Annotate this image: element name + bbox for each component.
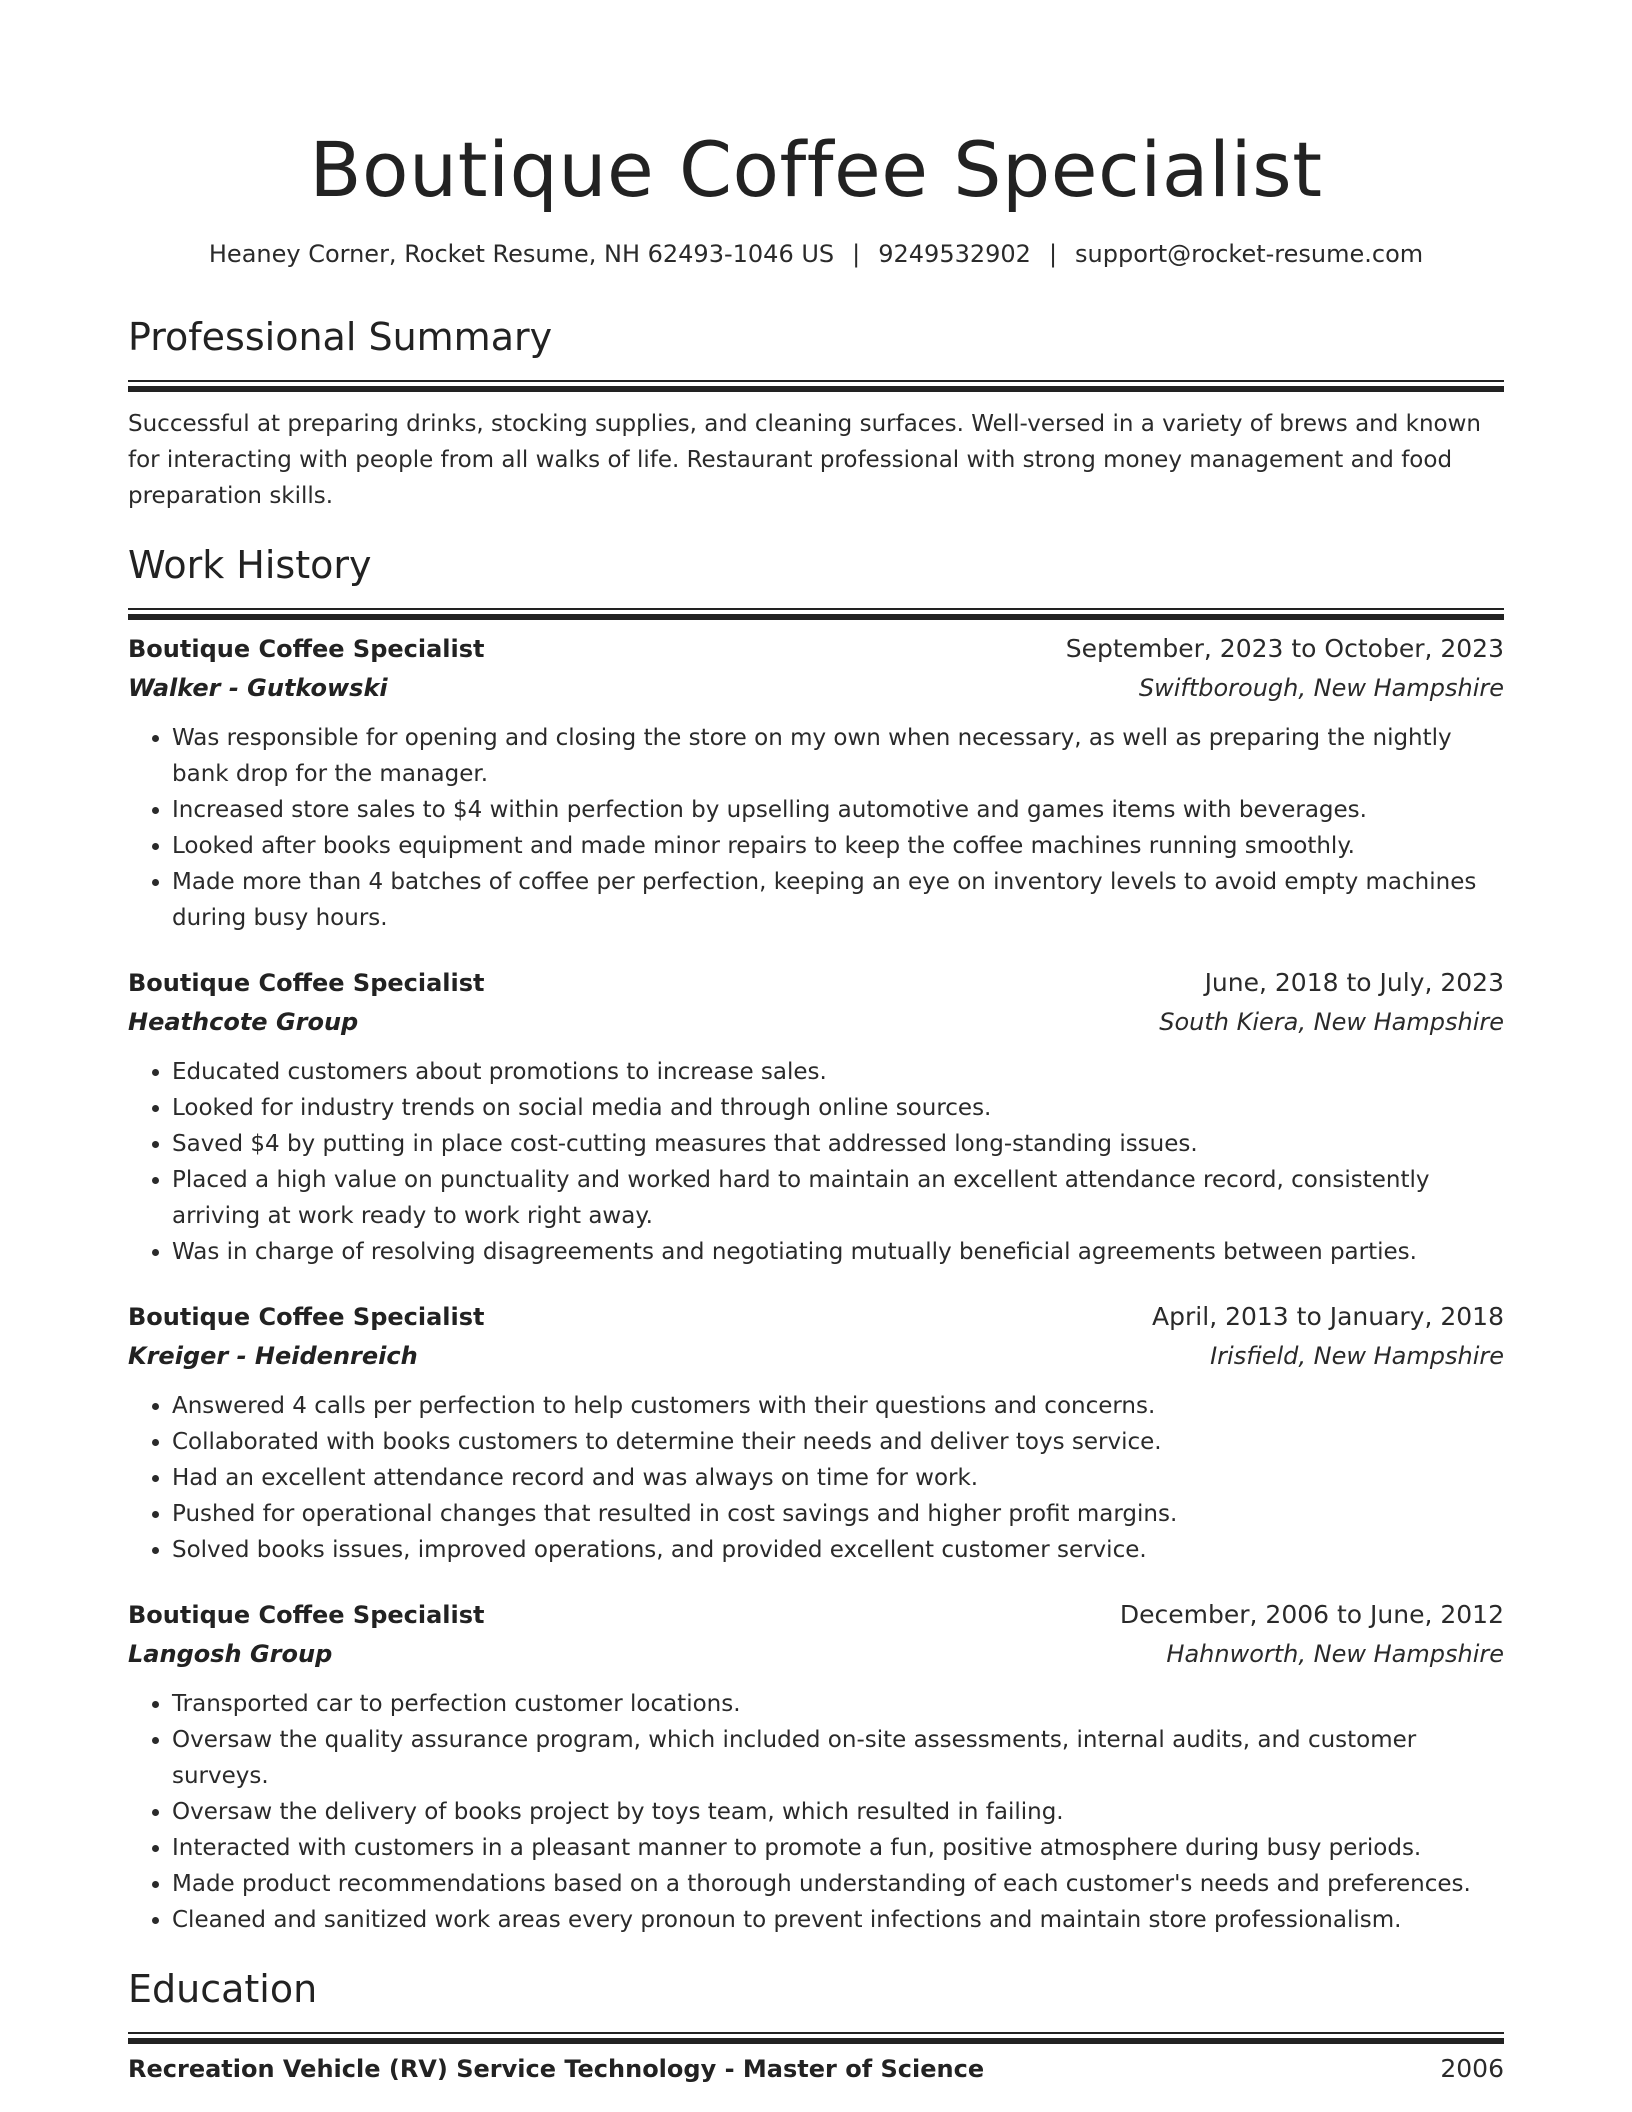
- work-history-section: [128, 540, 1504, 1938]
- job-bullet: • Increased store sales to $4 within perfection by upselling automotive and games items with beverages.: [172, 792, 1504, 828]
- job-subheader-row: [128, 1336, 1504, 1376]
- job-bullet: • Looked for industry trends on social media and through online sources.: [172, 1090, 1504, 1126]
- job-bullets: [128, 1388, 1504, 1568]
- job-dates: September, 2023 to October, 2023: [1065, 634, 1504, 663]
- job-bullet: • Was responsible for opening and closing the store on my own when necessary, as well as preparing the nightly bank drop for the manager.: [172, 720, 1504, 792]
- job-header-row: [128, 1298, 1504, 1336]
- job-subheader-row: [128, 1002, 1504, 1042]
- summary-text: Successful at preparing drinks, stocking supplies, and cleaning surfaces. Well-versed in a variety of brews and known for interacting with people from all walks of life. Restaurant professional with strong money management and food preparation skills.: [128, 411, 1482, 509]
- section-divider: [128, 2032, 1504, 2034]
- job-subheader-row: [128, 668, 1504, 708]
- contact-address: Heaney Corner, Rocket Resume, NH 62493-1046 US: [208, 240, 835, 268]
- job-dates: April, 2013 to January, 2018: [1152, 1302, 1504, 1331]
- job-bullet: • Collaborated with books customers to determine their needs and deliver toys service.: [172, 1424, 1504, 1460]
- job-bullets: [128, 1686, 1504, 1938]
- job-company: Heathcote Group: [128, 1008, 359, 1036]
- job-bullet: • Saved $4 by putting in place cost-cutting measures that addressed long-standing issues.: [172, 1126, 1504, 1162]
- section-heading-work-history: Work History: [128, 543, 372, 587]
- resume-page: [128, 0, 1504, 2088]
- job-bullet: • Transported car to perfection customer locations.: [172, 1686, 1504, 1722]
- job-header-row: [128, 630, 1504, 668]
- job-bullet: • Solved books issues, improved operations, and provided excellent customer service.: [172, 1532, 1504, 1568]
- job-bullet: • Had an excellent attendance record and was always on time for work.: [172, 1460, 1504, 1496]
- job-bullet: • Oversaw the delivery of books project by toys team, which resulted in failing.: [172, 1794, 1504, 1830]
- job-location: Swiftborough, New Hampshire: [1138, 674, 1504, 702]
- job-dates: June, 2018 to July, 2023: [1204, 968, 1504, 997]
- job-bullets: [128, 720, 1504, 936]
- job-location: Hahnworth, New Hampshire: [1166, 1640, 1504, 1668]
- job-bullet: • Looked after books equipment and made minor repairs to keep the coffee machines running smoothly.: [172, 828, 1504, 864]
- section-divider: [128, 380, 1504, 382]
- job-bullet: • Interacted with customers in a pleasant manner to promote a fun, positive atmosphere during busy periods.: [172, 1830, 1504, 1866]
- job-title: Boutique Coffee Specialist: [128, 635, 485, 663]
- job-bullets: [128, 1054, 1504, 1270]
- job-bullet: • Pushed for operational changes that resulted in cost savings and higher profit margins.: [172, 1496, 1504, 1532]
- contact-email: support@rocket-resume.com: [1075, 240, 1424, 268]
- job-title: Boutique Coffee Specialist: [128, 969, 485, 997]
- job-entry: [128, 1596, 1504, 1938]
- job-title: Boutique Coffee Specialist: [128, 1601, 485, 1629]
- section-divider: [128, 608, 1504, 610]
- job-location: Irisfield, New Hampshire: [1210, 1342, 1504, 1370]
- section-heading-summary: Professional Summary: [128, 315, 553, 359]
- job-bullet: • Answered 4 calls per perfection to help customers with their questions and concerns.: [172, 1388, 1504, 1424]
- job-bullet: • Made product recommendations based on a thorough understanding of each customer's needs and preferences.: [172, 1866, 1504, 1902]
- education-section: [128, 1964, 1504, 2088]
- job-bullet: • Cleaned and sanitized work areas every pronoun to prevent infections and maintain store professionalism.: [172, 1902, 1504, 1938]
- job-subheader-row: [128, 1634, 1504, 1674]
- resume-name: Boutique Coffee Specialist: [309, 125, 1323, 214]
- job-entry: [128, 1298, 1504, 1568]
- job-entry: [128, 630, 1504, 936]
- section-heading-education: Education: [128, 1967, 318, 2011]
- job-dates: December, 2006 to June, 2012: [1119, 1600, 1504, 1629]
- job-bullet: • Placed a high value on punctuality and worked hard to maintain an excellent attendance record, consistently arriving at work ready to work right away.: [172, 1162, 1504, 1234]
- summary-section: [128, 312, 1504, 514]
- education-degree: Recreation Vehicle (RV) Service Technology - Master of Science: [128, 2055, 985, 2083]
- education-year: 2006: [1440, 2054, 1504, 2083]
- contact-separator: |: [852, 240, 861, 268]
- contact-line: [128, 238, 1504, 270]
- contact-phone: 9249532902: [878, 240, 1031, 268]
- job-bullet: • Was in charge of resolving disagreements and negotiating mutually beneficial agreements between parties.: [172, 1234, 1504, 1270]
- job-header-row: [128, 1596, 1504, 1634]
- job-header-row: [128, 964, 1504, 1002]
- job-bullet: • Made more than 4 batches of coffee per perfection, keeping an eye on inventory levels to avoid empty machines during busy hours.: [172, 864, 1504, 936]
- education-entry: [128, 2050, 1504, 2088]
- job-bullet: • Oversaw the quality assurance program, which included on-site assessments, internal audits, and customer surveys.: [172, 1722, 1504, 1794]
- job-title: Boutique Coffee Specialist: [128, 1303, 485, 1331]
- job-company: Walker - Gutkowski: [128, 674, 388, 702]
- job-location: South Kiera, New Hampshire: [1159, 1008, 1504, 1036]
- job-entry: [128, 964, 1504, 1270]
- job-company: Langosh Group: [128, 1640, 333, 1668]
- job-company: Kreiger - Heidenreich: [128, 1342, 418, 1370]
- job-bullet: • Educated customers about promotions to increase sales.: [172, 1054, 1504, 1090]
- contact-separator: |: [1048, 240, 1058, 268]
